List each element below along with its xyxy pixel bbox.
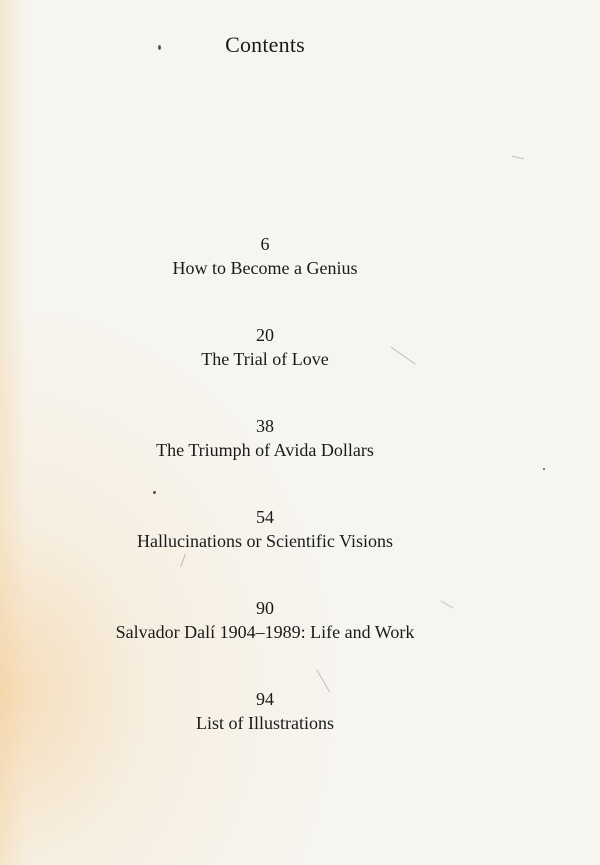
toc-entry — [0, 414, 530, 505]
toc-entry-title: Hallucinations or Scientific Visions — [136, 531, 394, 551]
toc-page-number: 38 — [256, 416, 274, 436]
toc-entry — [0, 687, 530, 778]
toc-page-number: 94 — [256, 689, 274, 709]
table-of-contents — [0, 232, 530, 778]
toc-entry-title: How to Become a Genius — [172, 258, 358, 278]
page-title: Contents — [225, 32, 305, 57]
toc-entry-title: List of Illustrations — [196, 713, 334, 733]
toc-page-number: 20 — [256, 325, 274, 345]
toc-entry — [0, 232, 530, 323]
toc-entry-title: Salvador Dalí 1904–1989: Life and Work — [115, 622, 415, 642]
toc-entry-title: The Trial of Love — [201, 349, 329, 369]
ink-speck — [543, 468, 545, 470]
toc-entry — [0, 596, 530, 687]
paper-scratch — [512, 156, 524, 159]
toc-page-number: 90 — [256, 598, 274, 618]
toc-page-number: 6 — [260, 234, 270, 254]
toc-entry — [0, 505, 530, 596]
toc-entry-title: The Triumph of Avida Dollars — [156, 440, 374, 460]
toc-entry — [0, 323, 530, 414]
toc-page-number: 54 — [256, 507, 274, 527]
